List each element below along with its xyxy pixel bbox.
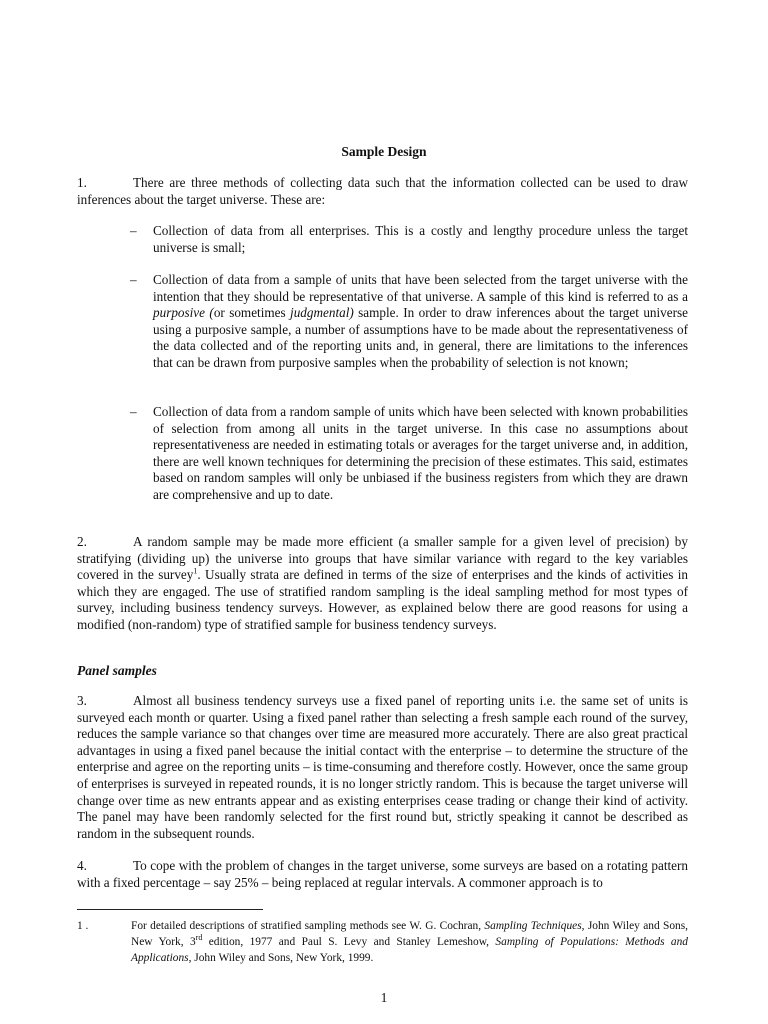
text-run: For detailed descriptions of stratified sampling methods see W. G. Cochran, — [131, 920, 485, 932]
paragraph-4 — [77, 858, 688, 891]
page-number: 1 — [380, 990, 388, 1005]
footnote-text — [131, 918, 688, 966]
footnote-mark: 1 . — [77, 920, 89, 932]
text-run: , John Wiley and Sons, New York, 3 — [131, 920, 688, 948]
paragraph-number: 3. — [77, 693, 87, 708]
list-item — [130, 272, 688, 372]
text-run: sample. In order to draw inferences about the target universe using a purposive sample, a number of assumptions have to be made about the representativeness of the data collected and of the reporting units and, in general, there are limitations to the inferences that can be drawn from purposive samples when the probability of selection is not known; — [153, 305, 688, 370]
list-item-text: Collection of data from all enterprises. This is a costly and lengthy procedure unless the target universe is small; — [153, 223, 688, 255]
text-run: edition, 1977 and Paul S. Levy and Stanley Lemeshow, — [202, 936, 496, 948]
footnote-reference: 1 — [193, 566, 198, 576]
paragraph-number: 2. — [77, 534, 87, 549]
italic-term: judgmental) — [290, 305, 354, 321]
list-item-text — [153, 272, 688, 372]
italic-term: purposive ( — [153, 305, 214, 321]
paragraph-number: 4. — [77, 858, 87, 873]
list-item — [130, 404, 688, 504]
paragraph-1 — [77, 175, 688, 208]
section-heading: Panel samples — [77, 663, 157, 678]
paragraph-2 — [77, 534, 688, 634]
list-item — [130, 223, 688, 256]
bullet-dash: – — [130, 404, 137, 419]
italic-title: Sampling of Populations: Methods and Applications — [131, 936, 689, 964]
footnote — [77, 918, 688, 966]
text-run: , John Wiley and Sons, New York, 1999. — [188, 952, 374, 964]
paragraph-text: . Usually strata are defined in terms of the size of enterprises and the kinds of activities in which they are engaged. The use of stratified random sampling is the ideal sampling method for most types of survey, including business tendency surveys. However, as explained below there are good reasons for using a modified (non-random) type of stratified sample for business tendency surveys. — [77, 567, 689, 632]
paragraph-text: To cope with the problem of changes in the target universe, some surveys are based on a rotating pattern with a fixed percentage – say 25% – being replaced at regular intervals. A commoner approach is to — [77, 858, 688, 890]
list-item-text: Collection of data from a random sample of units which have been selected with known probabilities of selection from among all units in the target universe. In this case no assumptions about representativeness are needed in estimating totals or averages for the target universe and, in addition, there are well known techniques for determining the precision of these estimates. This said, estimates based on random samples will only be unbiased if the business registers from which they are drawn are comprehensive and up to date. — [153, 404, 688, 502]
paragraph-3 — [77, 693, 688, 842]
bullet-dash: – — [130, 272, 137, 287]
paragraph-number: 1. — [77, 175, 87, 190]
footnote-separator — [77, 909, 263, 910]
text-run: or sometimes — [213, 305, 291, 321]
paragraph-text: Almost all business tendency surveys use a fixed panel of reporting units i.e. the same set of units is surveyed each month or quarter. Using a fixed panel rather than selecting a fresh sample each round of the survey, reduces the sample variance so that changes over time are measured more accurately. There are also great practical advantages in using a fixed panel because the initial contact with the enterprise – to determine the structure of the enterprise and agree on the reporting units – is time-consuming and therefore costly. However, once the same group of enterprises is surveyed in repeated rounds, it is no longer strictly random. This is because the target universe will change over time as new entrants appear and as existing enterprises cease trading or change their kind of activity. The panel may have been randomly selected for the first round but, strictly speaking it cannot be described as random in the subsequent rounds. — [77, 693, 688, 841]
text-run: Collection of data from a sample of units that have been selected from the target universe with the intention that they should be representative of that universe. A sample of this kind is referred to as a — [153, 272, 688, 304]
italic-title: Sampling Techniques — [484, 920, 582, 932]
page-title: Sample Design — [341, 144, 427, 159]
paragraph-text: There are three methods of collecting data such that the information collected can be used to draw inferences about the target universe. These are: — [77, 175, 688, 207]
bullet-dash: – — [130, 223, 137, 238]
paragraph-text: A random sample may be made more efficient (a smaller sample for a given level of precision) by stratifying (dividing up) the universe into groups that have similar variance with regard to the key variables covered in the survey — [77, 534, 688, 583]
superscript: rd — [195, 933, 203, 943]
